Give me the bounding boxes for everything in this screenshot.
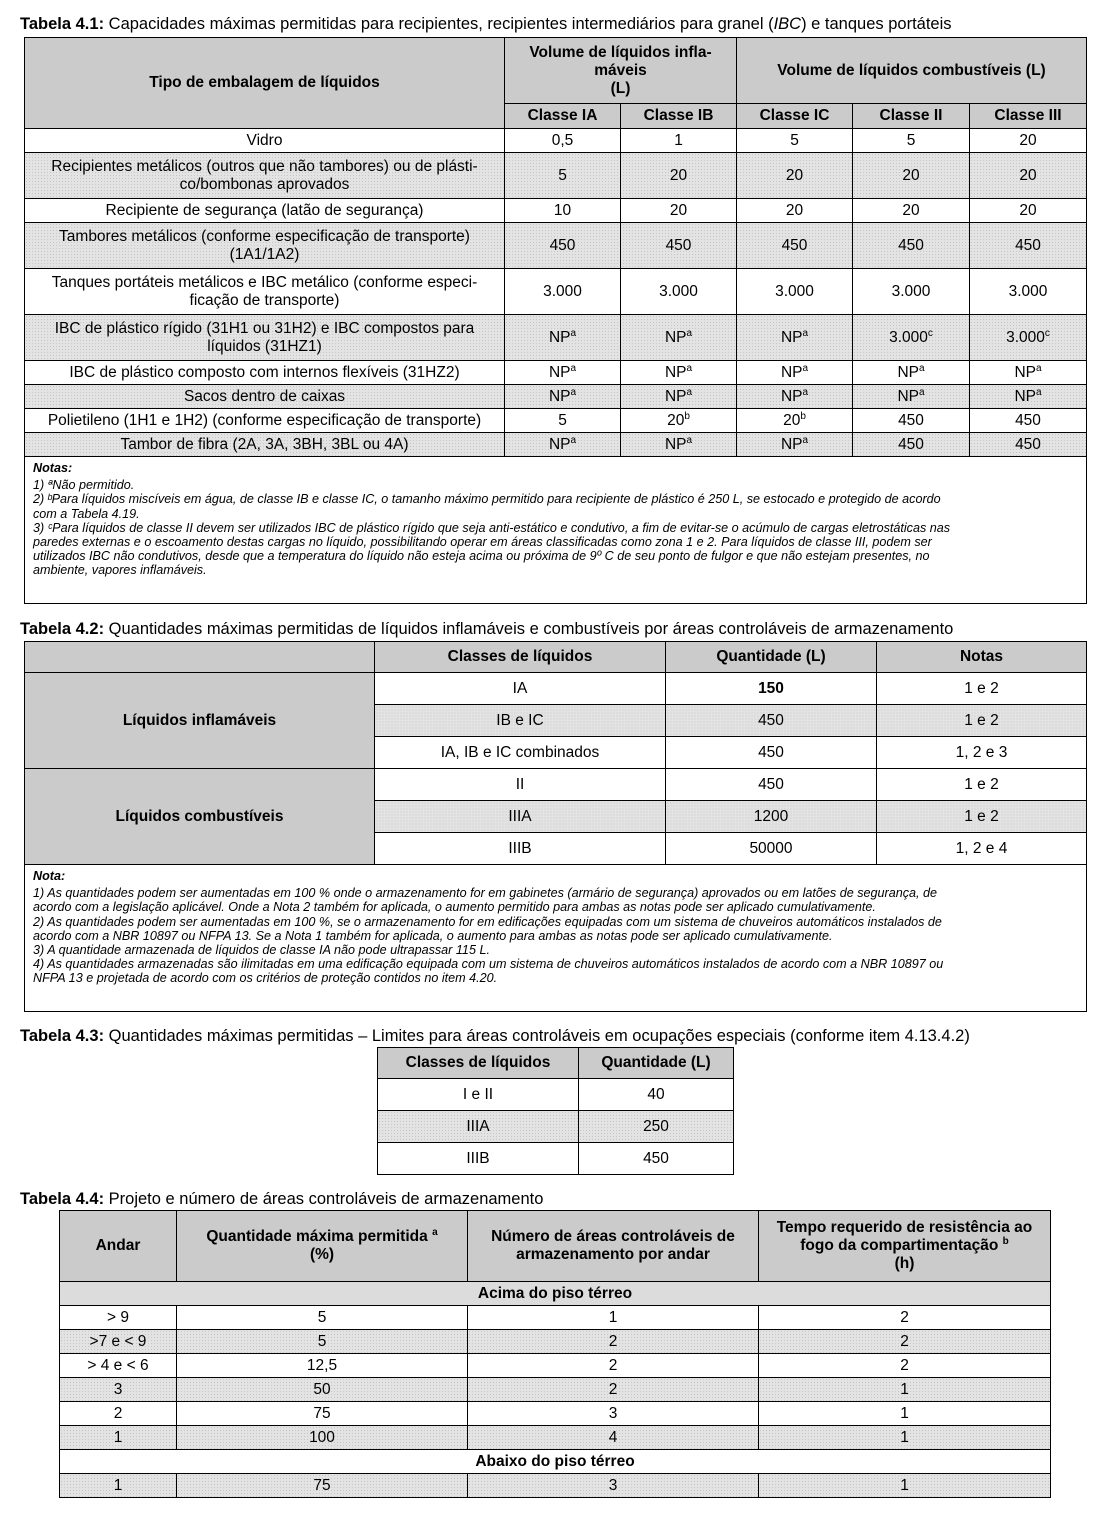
cell-quantidade: 75 xyxy=(177,1474,468,1498)
cell-andar: 1 xyxy=(60,1426,177,1450)
table-row xyxy=(25,409,1087,433)
cell-value: 20 xyxy=(737,199,853,223)
note-line: 1) ªNão permitido. xyxy=(33,478,135,493)
cell-classe: IIIA xyxy=(378,1111,579,1143)
cell-andar: >7 e < 9 xyxy=(60,1330,177,1354)
table-row xyxy=(378,1111,734,1143)
cell-value: 450 xyxy=(737,223,853,269)
header-andar: Andar xyxy=(60,1211,177,1282)
cell-numero: 2 xyxy=(468,1354,759,1378)
row-label-line: Tambor de fibra (2A, 3A, 3BH, 3BL ou 4A) xyxy=(120,435,409,453)
table-4-3-caption: Tabela 4.3: Quantidades máximas permitidas – Limites para áreas controláveis em ocupações especiais (conforme item 4.13.4.2) xyxy=(20,1027,970,1045)
cell-numero: 3 xyxy=(468,1474,759,1498)
row-label-line: Tanques portáteis metálicos e IBC metálico (conforme especi- xyxy=(51,273,478,291)
note-line: 3) A quantidade armazenada de líquidos de classe IA não pode ultrapassar 115 L. xyxy=(33,943,490,958)
row-label xyxy=(25,199,505,223)
table-row xyxy=(60,1402,1051,1426)
note-line: NFPA 13 e projetada de acordo com os critérios de proteção contidos no item 4.20. xyxy=(33,971,498,986)
cell-andar: 2 xyxy=(60,1402,177,1426)
row-label-line: IBC de plástico rígido (31H1 ou 31H2) e IBC compostos para xyxy=(54,319,475,337)
cell-value: 450 xyxy=(853,433,970,457)
row-label xyxy=(25,223,505,269)
cell-tempo: 2 xyxy=(759,1354,1051,1378)
section-acima: Acima do piso térreo xyxy=(60,1282,1051,1306)
cell-classe: IIIB xyxy=(378,1143,579,1175)
cell-value: $NP^a$ xyxy=(505,315,621,361)
table-row xyxy=(25,129,1087,153)
cell-value: 20$^b$ xyxy=(737,409,853,433)
table-row xyxy=(378,1079,734,1111)
cell-value: 20 xyxy=(621,199,737,223)
group-label: Líquidos inflamáveis xyxy=(25,673,375,769)
table-row xyxy=(378,1143,734,1175)
table-row xyxy=(60,1426,1051,1450)
cell-value: 20$^b$ xyxy=(621,409,737,433)
cell-numero: 4 xyxy=(468,1426,759,1450)
notes-title: Nota: xyxy=(33,869,66,883)
table-4-2-notes xyxy=(25,865,1087,1012)
cell-value: $NP^a$ xyxy=(853,361,970,385)
row-label xyxy=(25,385,505,409)
note-line: 4) As quantidades armazenadas são ilimitadas em uma edificação equipada com um sistema de chuveiros automáticos instalados de acordo com a NBR 10897 ou xyxy=(33,957,944,972)
note-line: utilizados IBC não condutivos, desde que a temperatura do líquido não esteja acima ou próxima de 9º C de seu ponto de fulgor e que não estejam presentes, no xyxy=(33,549,930,564)
row-label-line: IBC de plástico composto com internos flexíveis (31HZ2) xyxy=(69,363,460,381)
cell-classe: IA, IB e IC combinados xyxy=(375,737,666,769)
note-line: acordo com a legislação aplicável. Onde a Nota 2 também for aplicada, o aumento permitido para ambas as notas pode ser aplicado cumulativamente. xyxy=(33,900,876,915)
row-label xyxy=(25,433,505,457)
header-quantidade: Quantidade (L) xyxy=(579,1048,734,1079)
header-inflamaveis: Volume de líquidos infla- máveis (L) xyxy=(505,38,737,104)
header-classe: Classe II xyxy=(853,104,970,129)
cell-quantidade: 50 xyxy=(177,1378,468,1402)
cell-classe: I e II xyxy=(378,1079,579,1111)
cell-value: 0,5 xyxy=(505,129,621,153)
row-label-line: (1A1/1A2) xyxy=(229,245,300,263)
cell-notas: 1 e 2 xyxy=(877,769,1087,801)
note-line: paredes externas e o escoamento destas cargas no líquido, possibilitando operar em áreas classificadas como zona 1 e 2. Para líquidos de classe III, podem ser xyxy=(33,535,932,550)
cell-value: 3.000 xyxy=(737,269,853,315)
table-4-1-notes xyxy=(25,457,1087,604)
table-row xyxy=(25,223,1087,269)
table-row xyxy=(25,769,1087,801)
cell-notas: 1 e 2 xyxy=(877,673,1087,705)
cell-value: 3.000 xyxy=(621,269,737,315)
cell-value: $NP^a$ xyxy=(737,433,853,457)
cell-quantidade: 450 xyxy=(666,705,877,737)
row-label-line: Vidro xyxy=(246,131,283,149)
row-label xyxy=(25,409,505,433)
cell-value: $NP^a$ xyxy=(621,315,737,361)
cell-value: 450 xyxy=(853,409,970,433)
note-line: 2) ᵇPara líquidos miscíveis em água, de classe IB e classe IC, o tamanho máximo permitido para recipiente de plástico é 250 L, se estocado e protegido de acordo xyxy=(33,492,941,507)
table-row xyxy=(25,673,1087,705)
header-tempo-resistencia: Tempo requerido de resistência ao fogo da compartimentação $^b$ (h) xyxy=(759,1211,1051,1282)
cell-quantidade: 450 xyxy=(666,769,877,801)
cell-value: 10 xyxy=(505,199,621,223)
cell-value: $NP^a$ xyxy=(737,385,853,409)
header-combustiveis: Volume de líquidos combustíveis (L) xyxy=(737,38,1087,104)
cell-value: $NP^a$ xyxy=(737,315,853,361)
cell-value: 5 xyxy=(505,409,621,433)
table-row xyxy=(25,385,1087,409)
group-label: Líquidos combustíveis xyxy=(25,769,375,865)
header-classe: Classe IA xyxy=(505,104,621,129)
cell-quantidade: 5 xyxy=(177,1330,468,1354)
cell-tempo: 1 xyxy=(759,1426,1051,1450)
table-4-3 xyxy=(377,1047,734,1175)
table-4-2-caption: Tabela 4.2: Quantidades máximas permitidas de líquidos inflamáveis e combustíveis por áreas controláveis de armazenamento xyxy=(20,620,954,638)
table-row xyxy=(25,269,1087,315)
cell-quantidade: 1200 xyxy=(666,801,877,833)
cell-value: 20 xyxy=(737,153,853,199)
cell-value: 20 xyxy=(853,153,970,199)
cell-tempo: 2 xyxy=(759,1306,1051,1330)
note-line: 3) ᶜPara líquidos de classe II devem ser utilizados IBC de plástico rígido que seja anti-estático e condutivo, a fim de evitar-se o acúmulo de cargas eletrostáticas nas xyxy=(33,520,951,535)
cell-notas: 1, 2 e 4 xyxy=(877,833,1087,865)
cell-value: 450 xyxy=(853,223,970,269)
cell-value: 3.000 xyxy=(505,269,621,315)
note-line: 1) As quantidades podem ser aumentadas em 100 % onde o armazenamento for em gabinetes (armário de segurança) aprovados ou em latões de segurança, de xyxy=(33,886,938,901)
table-row xyxy=(60,1306,1051,1330)
cell-value: 20 xyxy=(621,153,737,199)
cell-quantidade: 5 xyxy=(177,1306,468,1330)
cell-quantidade: 450 xyxy=(666,737,877,769)
cell-value: $NP^a$ xyxy=(505,361,621,385)
cell-andar: 1 xyxy=(60,1474,177,1498)
cell-value: 5 xyxy=(505,153,621,199)
cell-value: 450 xyxy=(970,223,1087,269)
header-classe: Classe IB xyxy=(621,104,737,129)
cell-tempo: 1 xyxy=(759,1402,1051,1426)
row-label xyxy=(25,129,505,153)
cell-notas: 1 e 2 xyxy=(877,801,1087,833)
cell-classe: II xyxy=(375,769,666,801)
header-classes: Classes de líquidos xyxy=(375,642,666,673)
cell-quantidade: 50000 xyxy=(666,833,877,865)
cell-tempo: 2 xyxy=(759,1330,1051,1354)
table-row xyxy=(25,199,1087,223)
table-4-1-caption: Tabela 4.1: Capacidades máximas permitidas para recipientes, recipientes intermediários para granel (IBC) e tanques portáteis xyxy=(20,15,952,33)
cell-andar: 3 xyxy=(60,1378,177,1402)
table-row xyxy=(25,433,1087,457)
cell-value: $NP^a$ xyxy=(621,385,737,409)
row-label-line: Tambores metálicos (conforme especificação de transporte) xyxy=(59,227,470,245)
header-classe: Classe III xyxy=(970,104,1087,129)
header-numero-areas: Número de áreas controláveis de armazenamento por andar xyxy=(468,1211,759,1282)
cell-notas: 1, 2 e 3 xyxy=(877,737,1087,769)
cell-notas: 1 e 2 xyxy=(877,705,1087,737)
cell-tempo: 1 xyxy=(759,1378,1051,1402)
cell-value: $NP^a$ xyxy=(970,385,1087,409)
cell-value: 5 xyxy=(853,129,970,153)
row-label-line: Recipientes metálicos (outros que não tambores) ou de plásti- xyxy=(51,157,478,175)
cell-value: 20 xyxy=(970,153,1087,199)
cell-numero: 1 xyxy=(468,1306,759,1330)
cell-value: $NP^a$ xyxy=(970,361,1087,385)
cell-quantidade: 150 xyxy=(666,673,877,705)
cell-value: $NP^a$ xyxy=(505,385,621,409)
cell-value: 3.000$^c$ xyxy=(853,315,970,361)
cell-classe: IB e IC xyxy=(375,705,666,737)
table-row xyxy=(60,1474,1051,1498)
table-row xyxy=(25,361,1087,385)
header-classe: Classe IC xyxy=(737,104,853,129)
row-label xyxy=(25,315,505,361)
notes-title: Notas: xyxy=(33,461,73,475)
cell-value: $NP^a$ xyxy=(621,361,737,385)
cell-value: $NP^a$ xyxy=(505,433,621,457)
cell-value: 3.000 xyxy=(970,269,1087,315)
row-label xyxy=(25,361,505,385)
cell-andar: > 9 xyxy=(60,1306,177,1330)
table-4-4 xyxy=(59,1210,1051,1498)
row-label-line: co/bombonas aprovados xyxy=(179,175,350,193)
table-4-1 xyxy=(24,37,1087,604)
cell-andar: > 4 e < 6 xyxy=(60,1354,177,1378)
cell-quantidade: 250 xyxy=(579,1111,734,1143)
cell-classe: IIIA xyxy=(375,801,666,833)
cell-value: $NP^a$ xyxy=(737,361,853,385)
cell-quantidade: 12,5 xyxy=(177,1354,468,1378)
table-row xyxy=(60,1378,1051,1402)
cell-value: $NP^a$ xyxy=(621,433,737,457)
row-label-line: Sacos dentro de caixas xyxy=(183,387,346,405)
cell-numero: 2 xyxy=(468,1330,759,1354)
cell-tempo: 1 xyxy=(759,1474,1051,1498)
row-label xyxy=(25,269,505,315)
cell-value: 20 xyxy=(970,129,1087,153)
note-line: ambiente, vapores inflamáveis. xyxy=(33,563,207,578)
header-quantidade-maxima: Quantidade máxima permitida $^a$ (%) xyxy=(177,1211,468,1282)
row-label-line: ficação de transporte) xyxy=(189,291,340,309)
cell-quantidade: 40 xyxy=(579,1079,734,1111)
cell-classe: IIIB xyxy=(375,833,666,865)
cell-numero: 2 xyxy=(468,1378,759,1402)
header-notas: Notas xyxy=(877,642,1087,673)
row-label-line: líquidos (31HZ1) xyxy=(207,337,322,355)
table-4-4-caption: Tabela 4.4: Projeto e número de áreas controláveis de armazenamento xyxy=(20,1190,544,1208)
table-row xyxy=(25,153,1087,199)
cell-value: 20 xyxy=(970,199,1087,223)
row-label-line: Recipiente de segurança (latão de segurança) xyxy=(105,201,424,219)
header-quantidade: Quantidade (L) xyxy=(666,642,877,673)
cell-value: 450 xyxy=(970,409,1087,433)
cell-value: 3.000$^c$ xyxy=(970,315,1087,361)
note-line: 2) As quantidades podem ser aumentadas em 100 %, se o armazenamento for em edificações equipadas com um sistema de chuveiros automáticos instalados de xyxy=(33,914,942,929)
header-blank xyxy=(25,642,375,673)
cell-value: 450 xyxy=(970,433,1087,457)
table-4-2 xyxy=(24,641,1087,1012)
cell-value: 450 xyxy=(621,223,737,269)
section-abaixo: Abaixo do piso térreo xyxy=(60,1450,1051,1474)
cell-classe: IA xyxy=(375,673,666,705)
cell-numero: 3 xyxy=(468,1402,759,1426)
cell-value: 20 xyxy=(853,199,970,223)
cell-value: 5 xyxy=(737,129,853,153)
table-row xyxy=(60,1354,1051,1378)
cell-quantidade: 450 xyxy=(579,1143,734,1175)
table-row xyxy=(60,1330,1051,1354)
table-row xyxy=(25,315,1087,361)
note-line: com a Tabela 4.19. xyxy=(33,506,140,521)
header-tipo: Tipo de embalagem de líquidos xyxy=(25,38,505,129)
cell-quantidade: 75 xyxy=(177,1402,468,1426)
note-line: acordo com a NBR 10897 ou NFPA 13. Se a Nota 1 também for aplicada, o aumento para ambas as notas pode ser aplicado cumulativamente. xyxy=(33,928,833,943)
cell-value: $NP^a$ xyxy=(853,385,970,409)
cell-value: 1 xyxy=(621,129,737,153)
cell-quantidade: 100 xyxy=(177,1426,468,1450)
cell-value: 3.000 xyxy=(853,269,970,315)
cell-value: 450 xyxy=(505,223,621,269)
header-classes: Classes de líquidos xyxy=(378,1048,579,1079)
row-label-line: Polietileno (1H1 e 1H2) (conforme especificação de transporte) xyxy=(47,411,482,429)
row-label xyxy=(25,153,505,199)
